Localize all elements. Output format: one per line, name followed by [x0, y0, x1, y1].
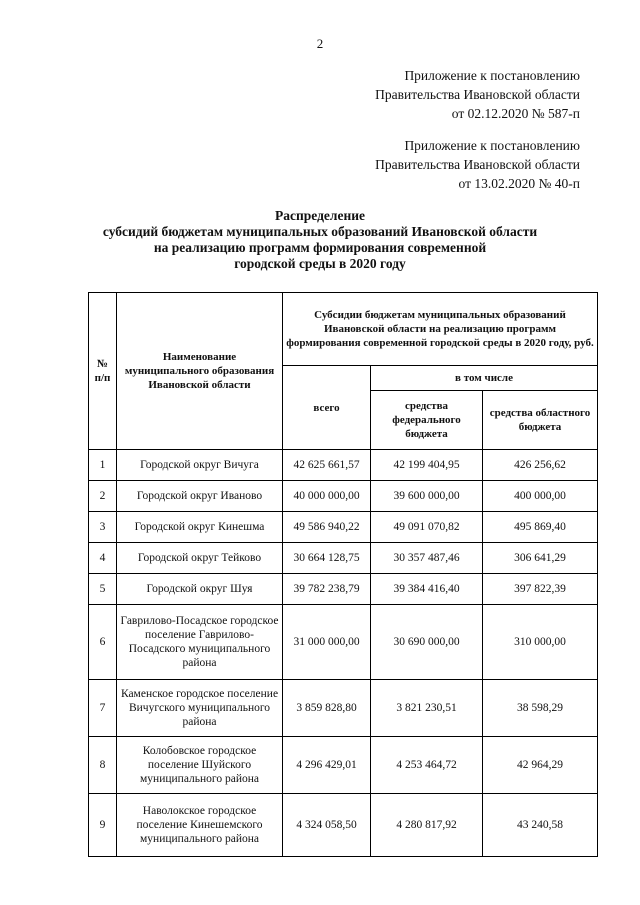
table-row — [89, 680, 598, 737]
row-regional: 306 641,29 — [483, 543, 598, 574]
row-number: 5 — [89, 574, 117, 605]
row-name: Наволокское городское поселение Кинешемского муниципального района — [117, 794, 283, 857]
table-row — [89, 450, 598, 481]
row-number: 6 — [89, 605, 117, 680]
row-total: 30 664 128,75 — [283, 543, 371, 574]
row-total: 4 324 058,50 — [283, 794, 371, 857]
row-total: 49 586 940,22 — [283, 512, 371, 543]
title-line-3: на реализацию программ формирования современной — [153, 240, 487, 255]
row-name: Гаврилово-Посадское городское поселение Гаврилово-Посадского муниципального района — [117, 605, 283, 680]
table-row — [89, 512, 598, 543]
row-total: 40 000 000,00 — [283, 481, 371, 512]
row-federal: 49 091 070,82 — [371, 512, 483, 543]
row-regional: 400 000,00 — [483, 481, 598, 512]
row-name: Городской округ Кинешма — [117, 512, 283, 543]
row-regional: 397 822,39 — [483, 574, 598, 605]
subsidy-table — [88, 292, 598, 857]
row-number: 3 — [89, 512, 117, 543]
row-name: Городской округ Шуя — [117, 574, 283, 605]
row-federal: 3 821 230,51 — [371, 680, 483, 737]
header-subsidy: Субсидии бюджетам муниципальных образований Ивановской области на реализацию программ формирования современной городской среды в 2020 году, руб. — [283, 293, 598, 366]
row-federal: 4 280 817,92 — [371, 794, 483, 857]
page-number: 2 — [316, 36, 324, 51]
row-regional: 43 240,58 — [483, 794, 598, 857]
row-name: Каменское городское поселение Вичугского муниципального района — [117, 680, 283, 737]
header-federal: средства федерального бюджета — [371, 391, 483, 450]
row-number: 7 — [89, 680, 117, 737]
row-name: Городской округ Вичуга — [117, 450, 283, 481]
row-federal: 30 690 000,00 — [371, 605, 483, 680]
table-row — [89, 574, 598, 605]
header-regional: средства областного бюджета — [483, 391, 598, 450]
row-regional: 42 964,29 — [483, 737, 598, 794]
table-row — [89, 605, 598, 680]
document-title — [0, 208, 640, 272]
header-num: № п/п — [89, 293, 117, 450]
title-line-2: субсидий бюджетам муниципальных образований Ивановской области — [102, 224, 538, 239]
appendix-2-line-1: Приложение к постановлению — [404, 138, 580, 153]
row-number: 1 — [89, 450, 117, 481]
appendix-1-line-3: от 02.12.2020 № 587-п — [451, 106, 580, 121]
appendix-reference-2 — [375, 136, 580, 193]
row-federal: 39 600 000,00 — [371, 481, 483, 512]
appendix-reference-1 — [375, 66, 580, 123]
header-total: всего — [283, 366, 371, 450]
row-federal: 42 199 404,95 — [371, 450, 483, 481]
table-row — [89, 481, 598, 512]
table-row — [89, 543, 598, 574]
header-including: в том числе — [371, 366, 598, 391]
row-regional: 426 256,62 — [483, 450, 598, 481]
row-name: Городской округ Тейково — [117, 543, 283, 574]
appendix-2-line-2: Правительства Ивановской области — [375, 157, 580, 172]
row-total: 39 782 238,79 — [283, 574, 371, 605]
row-number: 9 — [89, 794, 117, 857]
row-federal: 39 384 416,40 — [371, 574, 483, 605]
row-total: 42 625 661,57 — [283, 450, 371, 481]
row-federal: 30 357 487,46 — [371, 543, 483, 574]
row-name: Колобовское городское поселение Шуйского муниципального района — [117, 737, 283, 794]
row-federal: 4 253 464,72 — [371, 737, 483, 794]
header-name: Наименование муниципального образования Ивановской области — [117, 293, 283, 450]
appendix-1-line-2: Правительства Ивановской области — [375, 87, 580, 102]
row-number: 2 — [89, 481, 117, 512]
title-line-4: городской среды в 2020 году — [234, 256, 406, 271]
appendix-1-line-1: Приложение к постановлению — [404, 68, 580, 83]
title-line-1: Распределение — [274, 208, 366, 223]
row-number: 8 — [89, 737, 117, 794]
row-regional: 495 869,40 — [483, 512, 598, 543]
row-name: Городской округ Иваново — [117, 481, 283, 512]
table-row — [89, 737, 598, 794]
row-number: 4 — [89, 543, 117, 574]
row-total: 4 296 429,01 — [283, 737, 371, 794]
table-row — [89, 794, 598, 857]
row-regional: 310 000,00 — [483, 605, 598, 680]
row-total: 31 000 000,00 — [283, 605, 371, 680]
row-regional: 38 598,29 — [483, 680, 598, 737]
row-total: 3 859 828,80 — [283, 680, 371, 737]
appendix-2-line-3: от 13.02.2020 № 40-п — [458, 176, 580, 191]
